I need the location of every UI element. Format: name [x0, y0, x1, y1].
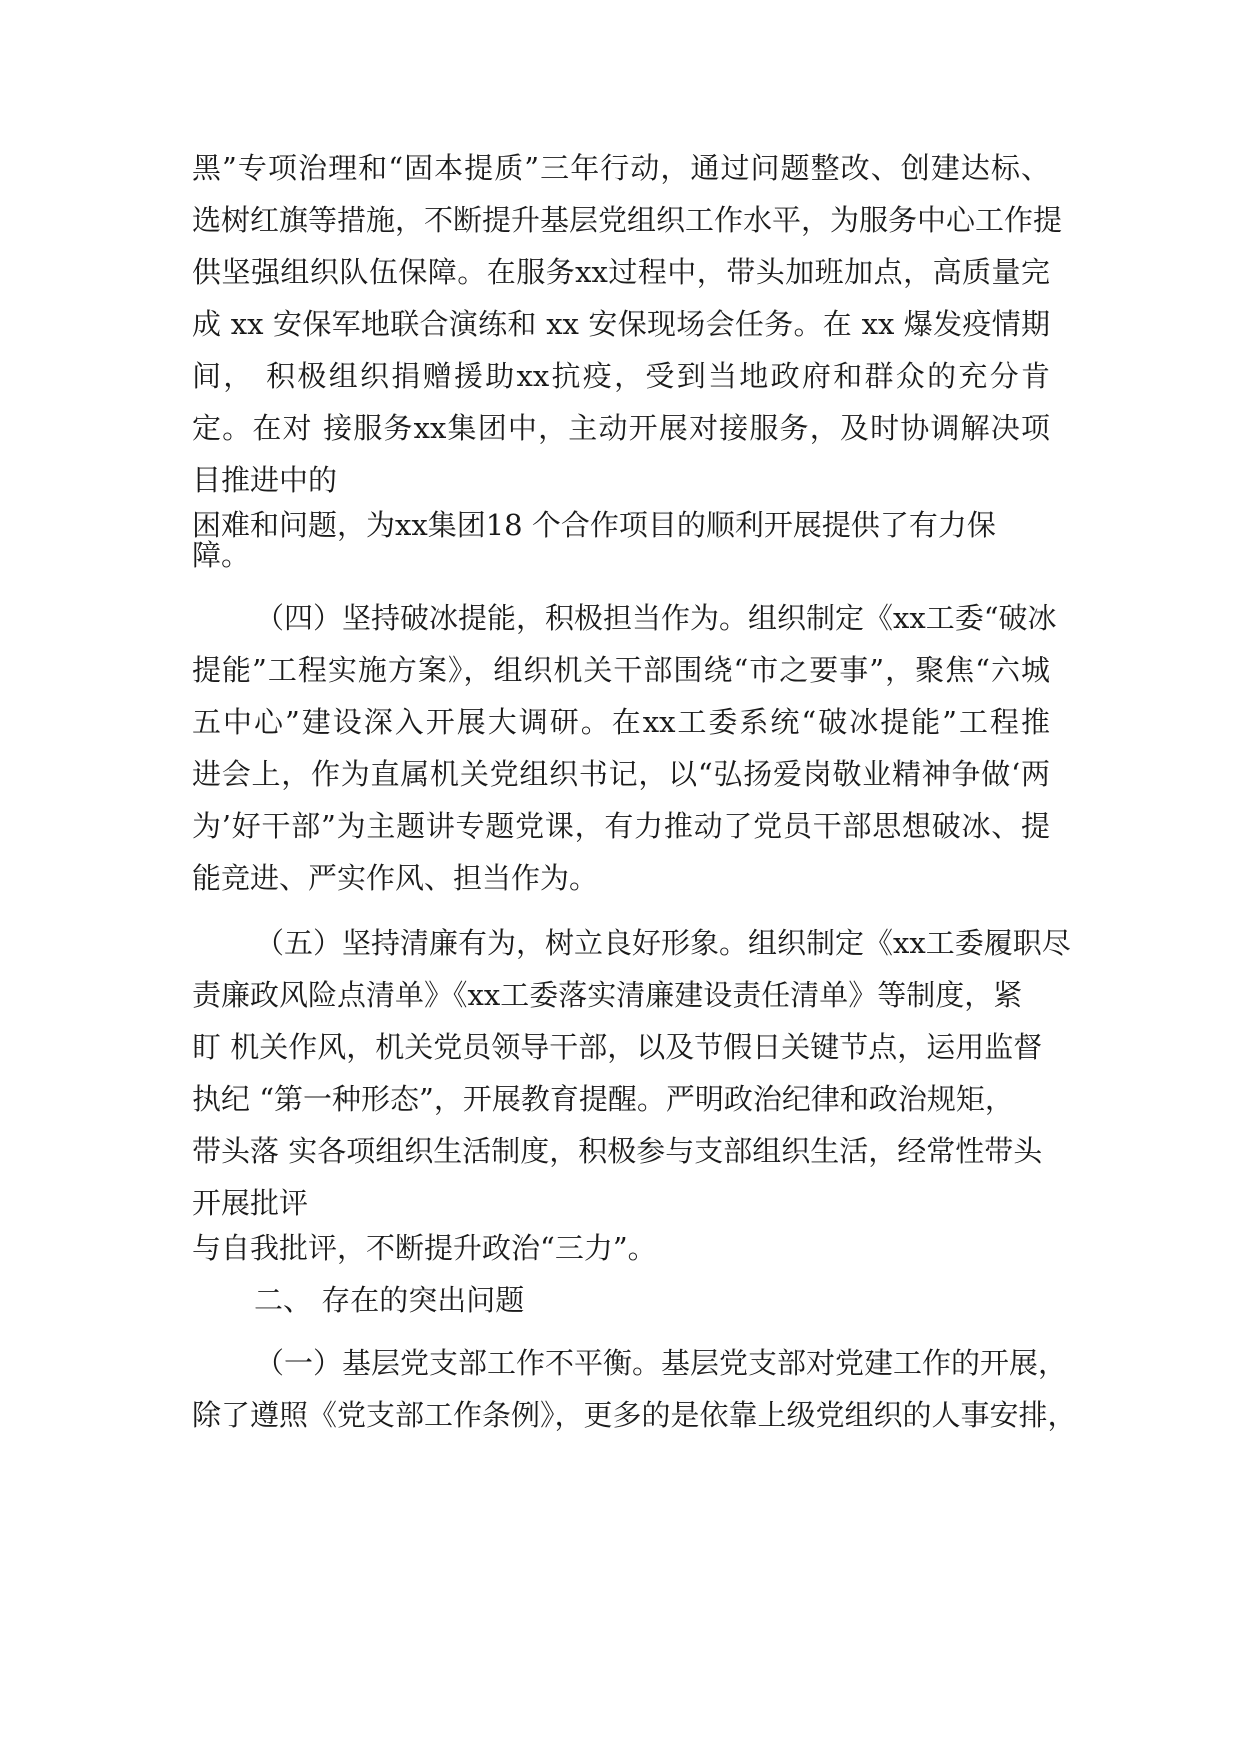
text-line: 盯 机关作风，机关党员领导干部，以及节假日关键节点，运用监督: [192, 1030, 1043, 1064]
text-line: 五中心”建设深入开展大调研。在xx工委系统“破冰提能”工程推: [192, 705, 1050, 739]
text-line: 成 xx 安保军地联合演练和 xx 安保现场会任务。在 xx 爆发疫情期: [192, 307, 1050, 341]
text-line: 能竞进、严实作风、担当作为。: [192, 861, 599, 895]
paragraph-4-start: （四）坚持破冰提能，积极担当作为。组织制定《xx工委“破冰: [255, 601, 1057, 635]
text-line: 与自我批评，不断提升政治“三力”。: [192, 1231, 657, 1265]
text-line: 障。: [192, 538, 251, 572]
text-line: 带头落 实各项组织生活制度，积极参与支部组织生活，经常性带头: [192, 1134, 1043, 1168]
text-line: 黑”专项治理和“固本提质”三年行动，通过问题整改、创建达标、: [192, 151, 1050, 185]
text-line: 供坚强组织队伍保障。在服务xx过程中，带头加班加点，高质量完: [192, 255, 1050, 289]
text-line: 目推进中的: [192, 463, 338, 497]
text-line: 间， 积极组织捐赠援助xx抗疫，受到当地政府和群众的充分肯: [192, 359, 1050, 393]
text-line: 除了遵照《党支部工作条例》，更多的是依靠上级党组织的人事安排，: [192, 1398, 1077, 1432]
paragraph-start: （一）基层党支部工作不平衡。基层党支部对党建工作的开展，: [255, 1346, 1068, 1380]
text-line: 为’好干部”为主题讲专题党课，有力推动了党员干部思想破冰、提: [192, 809, 1050, 843]
text-line: 进会上，作为直属机关党组织书记，以“弘扬爱岗敬业精神争做‘两: [192, 757, 1050, 791]
text-line: 开展批评: [192, 1186, 309, 1220]
section-heading: 二、 存在的突出问题: [254, 1283, 525, 1317]
text-line: 选树红旗等措施，不断提升基层党组织工作水平，为服务中心工作提: [192, 203, 1063, 237]
paragraph-5-start: （五）坚持清廉有为，树立良好形象。组织制定《xx工委履职尽: [255, 926, 1071, 960]
text-line: 责廉政风险点清单》《xx工委落实清廉建设责任清单》等制度，紧: [192, 978, 1023, 1012]
text-line: 执纪 “第一种形态”，开展教育提醒。严明政治纪律和政治规矩，: [192, 1082, 1014, 1116]
text-line: 定。在对 接服务xx集团中，主动开展对接服务，及时协调解决项: [192, 411, 1050, 445]
text-line: 困难和问题，为xx集团18 个合作项目的顺利开展提供了有力保: [192, 508, 996, 542]
text-line: 提能”工程实施方案》，组织机关干部围绕“市之要事”，聚焦“六城: [192, 653, 1050, 687]
